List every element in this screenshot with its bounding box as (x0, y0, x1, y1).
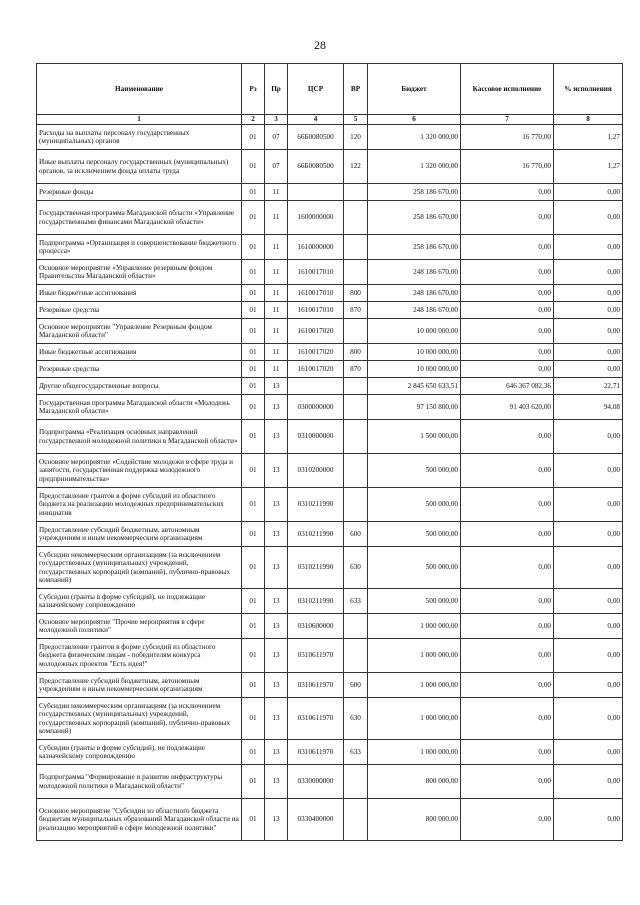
row-execution: 0,00 (461, 765, 554, 799)
row-vr (344, 765, 368, 799)
row-vr: 633 (344, 740, 368, 765)
row-pr: 11 (265, 285, 288, 302)
row-execution: 0,00 (461, 740, 554, 765)
row-pr: 11 (265, 302, 288, 319)
row-csr: 0310211990 (288, 589, 344, 614)
table-row (37, 285, 623, 302)
row-name: Субсидии (гранты в форме субсидий), не подлежащие казначейскому сопровождению (37, 589, 242, 614)
row-pr: 13 (265, 589, 288, 614)
row-pr: 13 (265, 614, 288, 639)
row-percent: 0,00 (554, 361, 623, 378)
table-row (37, 673, 623, 698)
row-rz: 01 (242, 589, 265, 614)
row-rz: 01 (242, 319, 265, 344)
row-csr: 1610017020 (288, 361, 344, 378)
row-execution: 0,00 (461, 799, 554, 841)
row-rz: 01 (242, 639, 265, 673)
row-rz: 01 (242, 799, 265, 841)
row-vr: 630 (344, 547, 368, 589)
row-csr (288, 378, 344, 395)
table-row (37, 589, 623, 614)
table-row (37, 454, 623, 488)
row-execution: 0,00 (461, 639, 554, 673)
row-name: Субсидии (гранты в форме субсидий), не подлежащие казначейскому сопровождению (37, 740, 242, 765)
table-row (37, 201, 623, 235)
row-percent: 0,00 (554, 765, 623, 799)
row-pr: 11 (265, 201, 288, 235)
table-row (37, 395, 623, 420)
row-pr: 13 (265, 698, 288, 740)
row-vr: 600 (344, 673, 368, 698)
row-budget: 10 000 000,00 (368, 319, 461, 344)
table-row (37, 344, 623, 361)
header-vr: ВР (344, 64, 368, 115)
header-percent: % исполнения (554, 64, 623, 115)
row-pr: 11 (265, 184, 288, 201)
row-percent: 0,00 (554, 454, 623, 488)
table-row (37, 125, 623, 150)
row-rz: 01 (242, 522, 265, 547)
row-pr: 07 (265, 125, 288, 150)
row-percent: 94,08 (554, 395, 623, 420)
row-percent: 0,00 (554, 184, 623, 201)
row-name: Подпрограмма "Формирование и развитие инфраструктуры молодежной политики в Магаданской области" (37, 765, 242, 799)
row-execution: 0,00 (461, 547, 554, 589)
table-row (37, 378, 623, 395)
row-rz: 01 (242, 235, 265, 260)
row-pr: 13 (265, 639, 288, 673)
table-row (37, 614, 623, 639)
row-rz: 01 (242, 378, 265, 395)
row-execution: 0,00 (461, 698, 554, 740)
row-name: Иные выплаты персоналу государственных (муниципальных) органов, за исключением фонда оплаты труда (37, 150, 242, 184)
header-budget: Бюджет (368, 64, 461, 115)
row-vr: 122 (344, 150, 368, 184)
row-execution: 0,00 (461, 285, 554, 302)
row-percent: 0,00 (554, 522, 623, 547)
row-percent: 22,71 (554, 378, 623, 395)
row-percent: 0,00 (554, 547, 623, 589)
table-row (37, 319, 623, 344)
row-pr: 11 (265, 344, 288, 361)
row-rz: 01 (242, 454, 265, 488)
row-csr: 1610017020 (288, 319, 344, 344)
row-execution: 646 367 082,36 (461, 378, 554, 395)
row-csr: 0310211990 (288, 522, 344, 547)
row-rz: 01 (242, 361, 265, 378)
row-rz: 01 (242, 488, 265, 522)
row-rz: 01 (242, 285, 265, 302)
row-budget: 1 000 000,00 (368, 740, 461, 765)
column-number: 2 (242, 115, 265, 125)
row-percent: 0,00 (554, 488, 623, 522)
row-csr: 0310611970 (288, 698, 344, 740)
row-name: Основное мероприятие "Субсидии из областного бюджета бюджетам муниципальных образований Магаданской области на реализацию мероприятий в сфере молодежной политики" (37, 799, 242, 841)
row-pr: 13 (265, 547, 288, 589)
row-percent: 1,27 (554, 125, 623, 150)
row-budget: 248 186 670,00 (368, 285, 461, 302)
row-budget: 500 000,00 (368, 589, 461, 614)
row-budget: 500 000,00 (368, 522, 461, 547)
row-name: Иные бюджетные ассигнования (37, 285, 242, 302)
row-pr: 13 (265, 673, 288, 698)
row-rz: 01 (242, 698, 265, 740)
row-budget: 500 000,00 (368, 488, 461, 522)
row-budget: 258 186 670,00 (368, 201, 461, 235)
row-vr (344, 454, 368, 488)
row-execution: 0,00 (461, 488, 554, 522)
row-vr (344, 201, 368, 235)
row-pr: 13 (265, 799, 288, 841)
row-percent: 0,00 (554, 201, 623, 235)
row-rz: 01 (242, 420, 265, 454)
row-pr: 13 (265, 765, 288, 799)
row-rz: 01 (242, 302, 265, 319)
row-budget: 248 186 670,00 (368, 302, 461, 319)
row-rz: 01 (242, 740, 265, 765)
row-csr (288, 184, 344, 201)
row-pr: 11 (265, 260, 288, 285)
row-execution: 0,00 (461, 673, 554, 698)
row-percent: 0,00 (554, 740, 623, 765)
row-name: Резервные фонды (37, 184, 242, 201)
column-number-row (37, 115, 623, 125)
row-name: Основное мероприятие «Содействие молодежи в сфере труда и занятости, государственная поддержка молодежного предпринимательства» (37, 454, 242, 488)
row-name: Предоставление грантов в форме субсидий из областного бюджета физическим лицам - победителям конкурса молодежных проектов "Есть идея!" (37, 639, 242, 673)
page-number: 28 (314, 38, 326, 52)
row-percent: 0,00 (554, 420, 623, 454)
row-execution: 0,00 (461, 614, 554, 639)
header-rz: Рз (242, 64, 265, 115)
row-rz: 01 (242, 201, 265, 235)
table-row (37, 799, 623, 841)
row-execution: 0,00 (461, 420, 554, 454)
row-pr: 13 (265, 488, 288, 522)
row-csr: 66Б0080500 (288, 150, 344, 184)
row-pr: 11 (265, 235, 288, 260)
row-rz: 01 (242, 614, 265, 639)
row-budget: 1 000 000,00 (368, 639, 461, 673)
row-rz: 01 (242, 344, 265, 361)
column-number: 7 (461, 115, 554, 125)
row-budget: 1 500 000,00 (368, 420, 461, 454)
header-pr: Пр (265, 64, 288, 115)
row-name: Предоставление субсидий бюджетным, автономным учреждениям и иным некоммерческим организациям (37, 522, 242, 547)
header-execution: Кассовое исполнение (461, 64, 554, 115)
row-name: Субсидии некоммерческим организациям (за исключением государственных (муниципальных) учреждений, государственных корпораций (компаний), публично-правовых компаний) (37, 698, 242, 740)
row-csr: 0310211990 (288, 488, 344, 522)
row-vr (344, 184, 368, 201)
row-rz: 01 (242, 150, 265, 184)
row-budget: 258 186 670,00 (368, 184, 461, 201)
row-pr: 11 (265, 319, 288, 344)
row-rz: 01 (242, 547, 265, 589)
row-name: Расходы на выплаты персоналу государственных (муниципальных) органов (37, 125, 242, 150)
row-pr: 13 (265, 395, 288, 420)
row-csr: 0310611970 (288, 740, 344, 765)
row-budget: 800 000,00 (368, 765, 461, 799)
row-vr (344, 614, 368, 639)
row-execution: 91 403 620,00 (461, 395, 554, 420)
row-execution: 0,00 (461, 201, 554, 235)
row-name: Основное мероприятие "Управление Резервным фондом Магаданской области" (37, 319, 242, 344)
row-vr (344, 235, 368, 260)
column-number: 5 (344, 115, 368, 125)
row-vr: 870 (344, 302, 368, 319)
row-execution: 0,00 (461, 344, 554, 361)
row-budget: 248 186 670,00 (368, 260, 461, 285)
row-name: Государственная программа Магаданской области «Управление государственными финансами Магаданской области» (37, 201, 242, 235)
row-execution: 0,00 (461, 302, 554, 319)
row-vr (344, 639, 368, 673)
row-budget: 1 000 000,00 (368, 614, 461, 639)
row-percent: 0,00 (554, 235, 623, 260)
row-csr: 0310611970 (288, 673, 344, 698)
row-csr: 1610017010 (288, 302, 344, 319)
row-rz: 01 (242, 125, 265, 150)
table-body (37, 125, 623, 841)
row-budget: 97 150 800,00 (368, 395, 461, 420)
row-execution: 0,00 (461, 319, 554, 344)
table-row (37, 547, 623, 589)
row-pr: 11 (265, 361, 288, 378)
row-percent: 0,00 (554, 260, 623, 285)
row-csr: 0310211990 (288, 547, 344, 589)
row-budget: 500 000,00 (368, 547, 461, 589)
table-row (37, 639, 623, 673)
row-percent: 0,00 (554, 614, 623, 639)
row-csr: 1610017020 (288, 344, 344, 361)
row-budget: 2 845 650 633,51 (368, 378, 461, 395)
row-execution: 16 770,00 (461, 125, 554, 150)
row-rz: 01 (242, 673, 265, 698)
row-percent: 0,00 (554, 589, 623, 614)
column-number: 8 (554, 115, 623, 125)
row-budget: 1 000 000,00 (368, 673, 461, 698)
row-percent: 0,00 (554, 302, 623, 319)
row-execution: 16 770,00 (461, 150, 554, 184)
header-row (37, 64, 623, 115)
row-budget: 258 186 670,00 (368, 235, 461, 260)
row-csr: 66Б0080500 (288, 125, 344, 150)
row-csr: 0330400000 (288, 799, 344, 841)
row-execution: 0,00 (461, 235, 554, 260)
row-percent: 0,00 (554, 673, 623, 698)
row-budget: 500 000,00 (368, 454, 461, 488)
row-name: Предоставление субсидий бюджетным, автономным учреждениям и иным некоммерческим организациям (37, 673, 242, 698)
row-vr: 600 (344, 522, 368, 547)
row-name: Иные бюджетные ассигнования (37, 344, 242, 361)
row-name: Предоставление грантов в форме субсидий из областного бюджета на реализацию молодежных предпринимательских инициатив (37, 488, 242, 522)
row-name: Основное мероприятие «Управление резервным фондом Правительства Магаданской области» (37, 260, 242, 285)
table-row (37, 235, 623, 260)
table-row (37, 765, 623, 799)
row-csr: 0310000000 (288, 420, 344, 454)
row-percent: 0,00 (554, 344, 623, 361)
row-vr (344, 420, 368, 454)
column-number: 3 (265, 115, 288, 125)
row-vr: 630 (344, 698, 368, 740)
row-vr: 633 (344, 589, 368, 614)
row-execution: 0,00 (461, 522, 554, 547)
row-pr: 07 (265, 150, 288, 184)
column-number: 6 (368, 115, 461, 125)
table-row (37, 361, 623, 378)
table-row (37, 184, 623, 201)
row-rz: 01 (242, 765, 265, 799)
column-number: 1 (37, 115, 242, 125)
row-name: Подпрограмма «Организация и совершенствование бюджетного процесса» (37, 235, 242, 260)
row-name: Резервные средства (37, 302, 242, 319)
row-percent: 0,00 (554, 799, 623, 841)
row-csr: 1610017010 (288, 260, 344, 285)
row-vr (344, 395, 368, 420)
row-vr (344, 799, 368, 841)
row-vr: 800 (344, 344, 368, 361)
row-name: Основное мероприятие "Прочие мероприятия в сфере молодежной политики" (37, 614, 242, 639)
row-budget: 10 000 000,00 (368, 361, 461, 378)
table-row (37, 488, 623, 522)
row-name: Субсидии некоммерческим организациям (за исключением государственных (муниципальных) учреждений, государственных корпораций (компаний), публично-правовых компаний) (37, 547, 242, 589)
row-execution: 0,00 (461, 260, 554, 285)
row-name: Резервные средства (37, 361, 242, 378)
table-row (37, 698, 623, 740)
row-csr: 1600000000 (288, 201, 344, 235)
table-row (37, 302, 623, 319)
row-budget: 800 000,00 (368, 799, 461, 841)
header-csr: ЦСР (288, 64, 344, 115)
row-pr: 13 (265, 454, 288, 488)
row-percent: 0,00 (554, 319, 623, 344)
row-vr (344, 260, 368, 285)
row-name: Другие общегосударственные вопросы (37, 378, 242, 395)
row-percent: 0,00 (554, 698, 623, 740)
row-execution: 0,00 (461, 454, 554, 488)
header-name: Наименование (37, 64, 242, 115)
row-rz: 01 (242, 184, 265, 201)
row-percent: 0,00 (554, 285, 623, 302)
row-budget: 10 000 000,00 (368, 344, 461, 361)
row-percent: 0,00 (554, 639, 623, 673)
row-pr: 13 (265, 522, 288, 547)
row-csr: 1610000000 (288, 235, 344, 260)
row-vr: 800 (344, 285, 368, 302)
row-execution: 0,00 (461, 589, 554, 614)
row-pr: 13 (265, 740, 288, 765)
row-vr (344, 488, 368, 522)
row-budget: 1 320 000,00 (368, 125, 461, 150)
budget-table (36, 63, 623, 841)
row-vr: 870 (344, 361, 368, 378)
row-rz: 01 (242, 395, 265, 420)
table-row (37, 420, 623, 454)
row-pr: 13 (265, 378, 288, 395)
row-execution: 0,00 (461, 184, 554, 201)
row-name: Государственная программа Магаданской области «Молодежь Магаданской области» (37, 395, 242, 420)
row-rz: 01 (242, 260, 265, 285)
row-vr (344, 378, 368, 395)
row-pr: 13 (265, 420, 288, 454)
row-csr: 0310600000 (288, 614, 344, 639)
table-row (37, 522, 623, 547)
row-csr: 0310611970 (288, 639, 344, 673)
row-budget: 1 000 000,00 (368, 698, 461, 740)
row-csr: 1610017010 (288, 285, 344, 302)
row-vr (344, 319, 368, 344)
table-row (37, 150, 623, 184)
row-budget: 1 320 000,00 (368, 150, 461, 184)
table-row (37, 740, 623, 765)
row-csr: 0310200000 (288, 454, 344, 488)
row-csr: 0330000000 (288, 765, 344, 799)
table-row (37, 260, 623, 285)
row-percent: 1,27 (554, 150, 623, 184)
row-vr: 120 (344, 125, 368, 150)
row-name: Подпрограмма «Реализация основных направлений государственной молодежной политики в Магаданской области» (37, 420, 242, 454)
row-execution: 0,00 (461, 361, 554, 378)
row-csr: 0300000000 (288, 395, 344, 420)
column-number: 4 (288, 115, 344, 125)
